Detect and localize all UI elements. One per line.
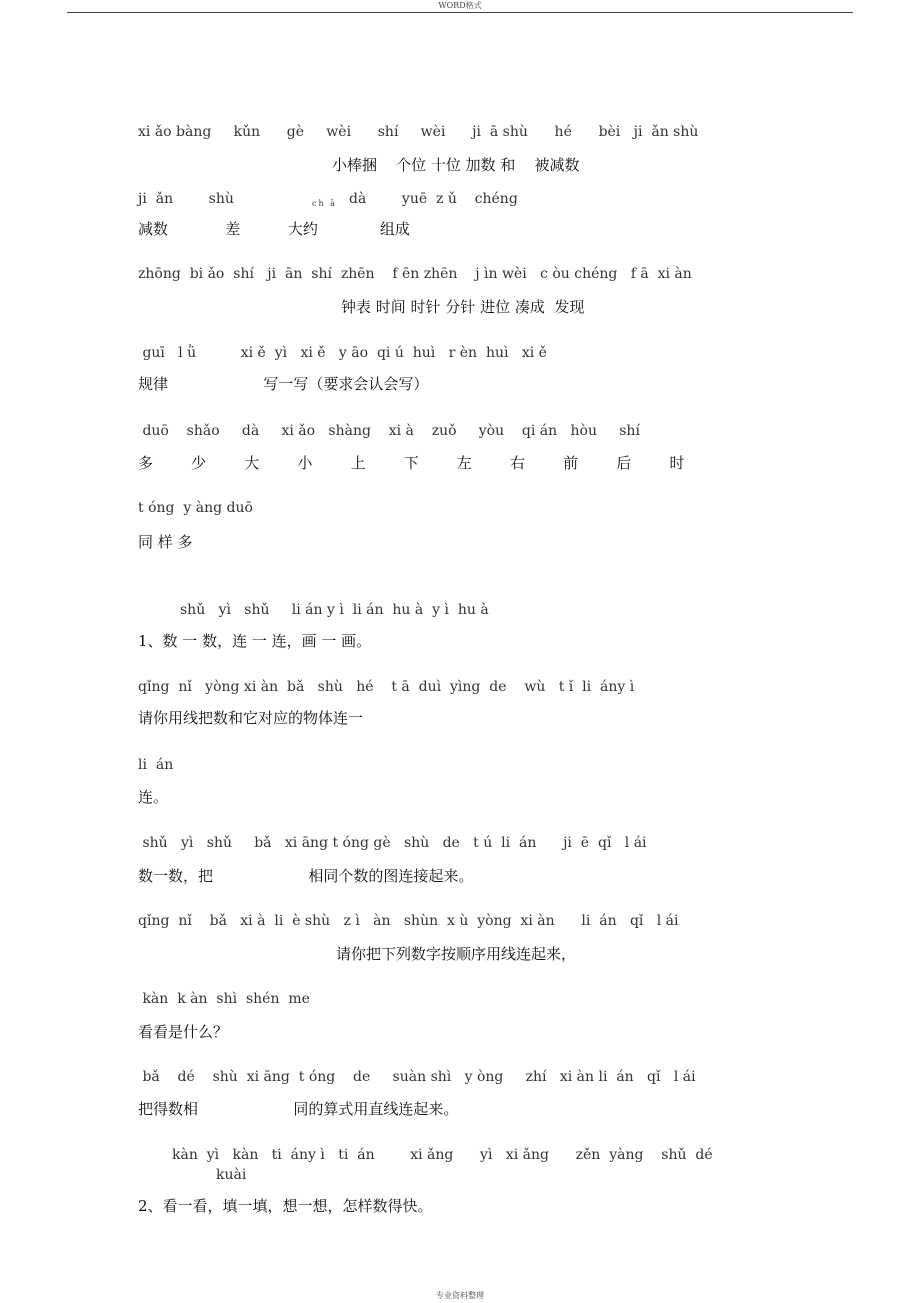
pinyin-line: qǐng nǐ bǎ xi à li è shù z ì àn shùn x ù yòng xi àn li án qǐ l ái — [138, 913, 679, 929]
page-header — [0, 0, 920, 14]
hanzi-line: 多 少 大 小 上 下 左 右 前 后 时 — [138, 454, 685, 472]
pinyin-line: kuài — [216, 1167, 247, 1183]
hanzi-line: 看看是什么？ — [138, 1023, 229, 1041]
hanzi-line: 连。 — [138, 788, 169, 806]
pinyin-line: li án — [138, 757, 174, 773]
pinyin-line: duō shǎo dà xi ǎo shàng xi à zuǒ yòu qi án hòu shí — [138, 423, 640, 439]
pinyin-line: shǔ yì shǔ li án y ì li án hu à y ì hu à — [180, 602, 489, 618]
hanzi-line: 钟表 时间 时针 分针 进位 凑成 发现 — [341, 298, 585, 316]
pinyin-line: qǐng nǐ yòng xi àn bǎ shù hé t ā duì yìng de wù t ǐ li ány ì — [138, 679, 635, 695]
hanzi-line: 小棒捆 个位 十位 加数 和 被减数 — [332, 156, 580, 174]
hanzi-line: 减数 差 大约 组成 — [138, 220, 410, 238]
page-footer: 专业资料整理 — [436, 1291, 484, 1300]
header-rule — [67, 12, 853, 13]
pinyin-line: t óng y àng duō — [138, 500, 253, 516]
pinyin-line: xi ǎo bàng kǔn gè wèi shí wèi ji ā shù hé bèi ji ǎn shù — [138, 124, 699, 140]
pinyin-line: ji ǎn shù — [138, 191, 234, 207]
pinyin-line: kàn k àn shì shén me — [138, 991, 310, 1007]
section-heading: 2、看一看，填一填，想一想，怎样数得快。 — [138, 1197, 433, 1215]
hanzi-line: 规律 写一写（要求会认会写） — [138, 375, 429, 393]
hanzi-line: 请你用线把数和它对应的物体连一 — [138, 709, 364, 727]
section-heading: 1、数 一 数，连 一 连，画 一 画。 — [138, 632, 372, 650]
hanzi-line: 数一数，把 相同个数的图连接起来。 — [138, 867, 474, 885]
pinyin-line: bǎ dé shù xi āng t óng de suàn shì y òng zhí xi àn li án qǐ l ái — [138, 1069, 696, 1085]
pinyin-line: shǔ yì shǔ bǎ xi āng t óng gè shù de t ú li án ji ē qǐ l ái — [138, 835, 647, 851]
pinyin-line: ch ā — [312, 199, 337, 208]
pinyin-line: zhōng bi ǎo shí ji ān shí zhēn f ēn zhēn j ìn wèi c òu chéng f ā xi àn — [138, 266, 692, 282]
hanzi-line: 请你把下列数字按顺序用线连起来， — [336, 945, 577, 963]
header-text: WORD格式 — [438, 1, 482, 10]
pinyin-line: guī l ǜ xi ě yì xi ě y āo qi ú huì r èn huì xi ě — [138, 345, 547, 361]
pinyin-line: kàn yì kàn ti ány ì ti án xi ǎng yì xi ǎng zěn yàng shǔ dé — [172, 1147, 713, 1163]
hanzi-line: 把得数相 同的算式用直线连起来。 — [138, 1100, 459, 1118]
hanzi-line: 同 样 多 — [138, 533, 193, 551]
pinyin-line: dà yuē z ǔ chéng — [349, 191, 518, 207]
